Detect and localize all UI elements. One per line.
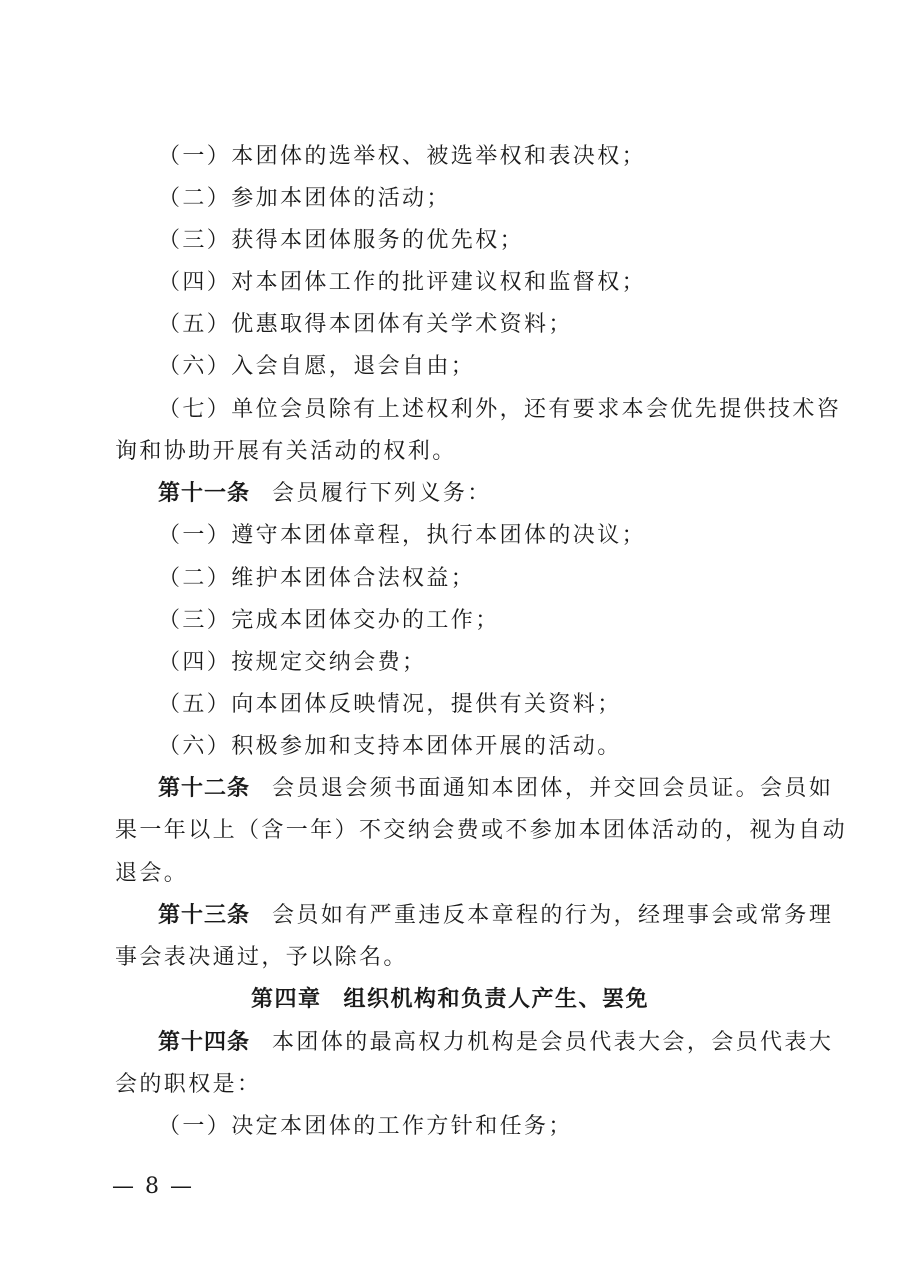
page-number: — 8 —	[112, 1174, 194, 1199]
article-12-title: 第十二条	[158, 776, 251, 801]
article-11-title: 第十一条	[158, 481, 251, 506]
article-12-line-3: 退会。	[115, 861, 189, 886]
article-12-text: 会员退会须书面通知本团体，并交回会员证。会员如	[272, 776, 834, 801]
article-12-line-1	[158, 774, 833, 804]
article-11-item-1: （一）遵守本团体章程，执行本团体的决议；	[158, 523, 647, 548]
article-12-line-2: 果一年以上（含一年）不交纳会费或不参加本团体活动的，视为自动	[115, 818, 848, 843]
article-13-line-2: 事会表决通过，予以除名。	[115, 945, 408, 970]
article-11-text: 会员履行下列义务：	[272, 481, 492, 506]
rights-item-7-line-1: （七）单位会员除有上述权利外，还有要求本会优先提供技术咨	[158, 397, 842, 422]
article-13-line-1	[158, 901, 833, 931]
article-11-item-2: （二）维护本团体合法权益；	[158, 566, 476, 591]
article-11-heading	[158, 479, 833, 509]
article-14-line-1	[158, 1028, 833, 1058]
chapter-4-title: 组织机构和负责人产生、罢免	[343, 987, 650, 1012]
rights-item-7-line-2: 询和协助开展有关活动的权利。	[115, 439, 457, 464]
chapter-4-number: 第四章	[250, 987, 322, 1012]
article-14-title: 第十四条	[158, 1030, 251, 1055]
article-11-item-4: （四）按规定交纳会费；	[158, 650, 427, 675]
rights-item-2: （二）参加本团体的活动；	[158, 186, 451, 211]
article-13-title: 第十三条	[158, 903, 251, 928]
article-13-text: 会员如有严重违反本章程的行为，经理事会或常务理	[272, 903, 834, 928]
article-14-line-2: 会的职权是：	[115, 1072, 262, 1097]
article-11-item-6: （六）积极参加和支持本团体开展的活动。	[158, 734, 622, 759]
article-11-item-3: （三）完成本团体交办的工作；	[158, 608, 500, 633]
rights-item-5: （五）优惠取得本团体有关学术资料；	[158, 312, 573, 337]
rights-item-3: （三）获得本团体服务的优先权；	[158, 228, 525, 253]
rights-item-1: （一）本团体的选举权、被选举权和表决权；	[158, 144, 647, 169]
article-14-text: 本团体的最高权力机构是会员代表大会，会员代表大	[272, 1030, 834, 1055]
article-14-item-1: （一）决定本团体的工作方针和任务；	[158, 1114, 573, 1139]
rights-item-6: （六）入会自愿，退会自由；	[158, 354, 476, 379]
chapter-4-heading	[0, 985, 900, 1015]
rights-item-4: （四）对本团体工作的批评建议权和监督权；	[158, 270, 647, 295]
article-11-item-5: （五）向本团体反映情况，提供有关资料；	[158, 692, 622, 717]
